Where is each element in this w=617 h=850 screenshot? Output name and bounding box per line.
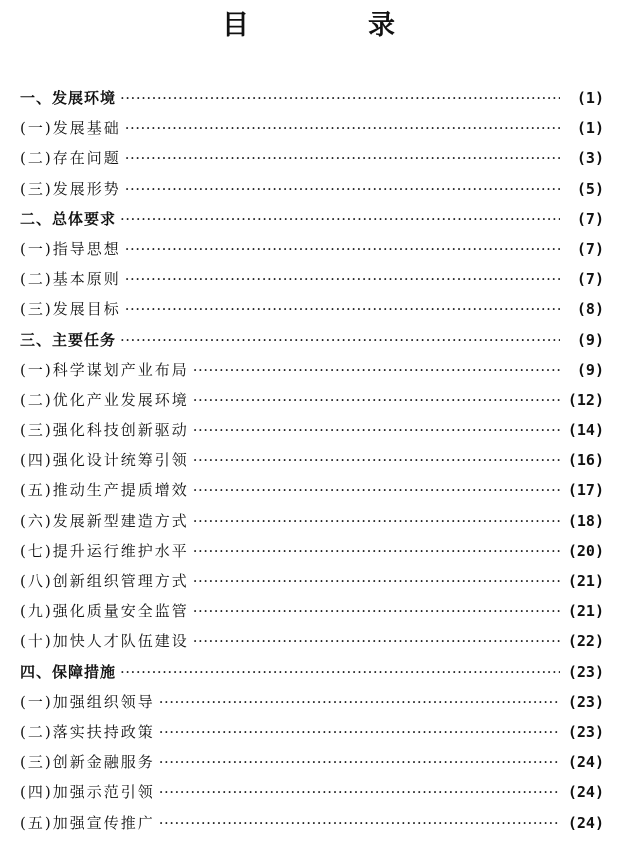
toc-page-number: (21) [567, 572, 604, 590]
toc-section-entry[interactable] [20, 325, 604, 355]
page-title: 目 录 [222, 10, 441, 41]
toc-dot-leader [193, 506, 560, 536]
toc-subsection-entry[interactable] [20, 475, 604, 505]
toc-dot-leader [159, 747, 560, 777]
toc-subsection-entry[interactable] [20, 747, 604, 777]
toc-subsection-entry[interactable] [20, 234, 604, 264]
toc-page-number: (24) [567, 813, 604, 832]
toc-dot-leader [159, 687, 560, 717]
toc-page-number: (9) [576, 360, 604, 379]
toc-entry-label: (一)指导思想 [20, 239, 121, 258]
toc-subsection-entry[interactable] [20, 264, 604, 294]
toc-dot-leader [125, 113, 560, 143]
toc-subsection-entry[interactable] [20, 415, 604, 445]
toc-subsection-entry[interactable] [20, 113, 604, 143]
toc-section-entry[interactable] [20, 657, 604, 687]
toc-dot-leader [193, 566, 560, 596]
toc-page-number: (5) [576, 179, 604, 198]
toc-entry-label: (二)优化产业发展环境 [20, 390, 189, 409]
toc-entry-label: (三)强化科技创新驱动 [20, 421, 189, 440]
toc-entry-label: (二)基本原则 [20, 270, 121, 289]
toc-page-number: (1) [576, 119, 604, 138]
toc-page-number: (3) [576, 149, 604, 168]
toc-page-number: (24) [567, 783, 604, 802]
toc-dot-leader [125, 234, 560, 264]
toc-entry-label: (一)发展基础 [20, 119, 121, 138]
toc-page-number: (20) [567, 541, 604, 560]
toc-subsection-entry[interactable] [20, 596, 604, 626]
toc-dot-leader [120, 325, 560, 355]
toc-page-number: (7) [576, 209, 604, 228]
toc-page-number: (9) [576, 330, 604, 349]
toc-subsection-entry[interactable] [20, 717, 604, 747]
toc-entry-label: (七)提升运行维护水平 [20, 541, 189, 560]
toc-dot-leader [193, 415, 560, 445]
toc-subsection-entry[interactable] [20, 777, 604, 807]
toc-dot-leader [125, 264, 560, 294]
toc-entry-label: (三)发展形势 [20, 179, 121, 198]
toc-page-number: (21) [567, 602, 604, 621]
toc-entry-label: (十)加快人才队伍建设 [20, 632, 189, 651]
toc-entry-label: (五)加强宣传推广 [20, 813, 155, 832]
toc-entry-label: (一)科学谋划产业布局 [20, 360, 189, 379]
toc-subsection-entry[interactable] [20, 536, 604, 566]
toc-subsection-entry[interactable] [20, 506, 604, 536]
toc-page-number: (12) [567, 390, 604, 409]
toc-subsection-entry[interactable] [20, 355, 604, 385]
toc-entry-label: (九)强化质量安全监管 [20, 602, 189, 621]
toc-entry-label: (二)落实扶持政策 [20, 722, 155, 741]
toc-page-number: (16) [567, 451, 604, 470]
toc-entry-label: (六)发展新型建造方式 [20, 511, 189, 530]
toc-dot-leader [125, 174, 560, 204]
toc-page-number: (7) [576, 270, 604, 289]
toc-entry-label: (四)加强示范引领 [20, 783, 155, 802]
toc-entry-label: (三)创新金融服务 [20, 753, 155, 772]
toc-subsection-entry[interactable] [20, 445, 604, 475]
toc-dot-leader [193, 355, 560, 385]
toc-subsection-entry[interactable] [20, 566, 604, 596]
toc-dot-leader [159, 717, 560, 747]
toc-subsection-entry[interactable] [20, 808, 604, 838]
toc-dot-leader [159, 808, 560, 838]
toc-dot-leader [193, 596, 560, 626]
toc-dot-leader [193, 445, 560, 475]
toc-page-number: (7) [576, 239, 604, 258]
toc-page-number: (23) [567, 722, 604, 741]
table-of-contents [20, 83, 604, 838]
toc-dot-leader [193, 475, 560, 505]
toc-dot-leader [125, 143, 560, 173]
toc-page-number: (14) [567, 421, 604, 440]
toc-page-number: (22) [567, 632, 604, 651]
toc-dot-leader [193, 536, 560, 566]
toc-entry-label: (五)推动生产提质增效 [20, 481, 189, 500]
toc-entry-label: (八)创新组织管理方式 [20, 572, 189, 590]
toc-page-number: (23) [567, 692, 604, 711]
toc-entry-label: 二、总体要求 [20, 209, 117, 228]
toc-subsection-entry[interactable] [20, 174, 604, 204]
toc-entry-label: (一)加强组织领导 [20, 692, 155, 711]
toc-subsection-entry[interactable] [20, 385, 604, 415]
toc-dot-leader [193, 385, 560, 415]
toc-subsection-entry[interactable] [20, 143, 604, 173]
toc-subsection-entry[interactable] [20, 687, 604, 717]
toc-section-entry[interactable] [20, 204, 604, 234]
toc-page-number: (1) [576, 89, 604, 107]
toc-section-entry[interactable] [20, 83, 604, 113]
toc-subsection-entry[interactable] [20, 294, 604, 324]
toc-entry-label: 三、主要任务 [20, 330, 117, 349]
toc-dot-leader [120, 204, 560, 234]
toc-page-number: (17) [567, 481, 604, 500]
toc-page-number: (8) [576, 300, 604, 319]
toc-page-number: (23) [567, 662, 604, 681]
toc-entry-label: (三)发展目标 [20, 300, 121, 319]
toc-entry-label: 一、发展环境 [20, 89, 117, 107]
toc-page-number: (18) [567, 511, 604, 530]
toc-dot-leader [193, 626, 560, 656]
toc-page-number: (24) [567, 753, 604, 772]
toc-dot-leader [120, 83, 560, 113]
toc-dot-leader [159, 777, 560, 807]
toc-entry-label: 四、保障措施 [20, 662, 117, 681]
toc-subsection-entry[interactable] [20, 626, 604, 656]
toc-entry-label: (二)存在问题 [20, 149, 121, 168]
toc-entry-label: (四)强化设计统筹引领 [20, 451, 189, 470]
toc-dot-leader [120, 657, 560, 687]
toc-dot-leader [125, 294, 560, 324]
